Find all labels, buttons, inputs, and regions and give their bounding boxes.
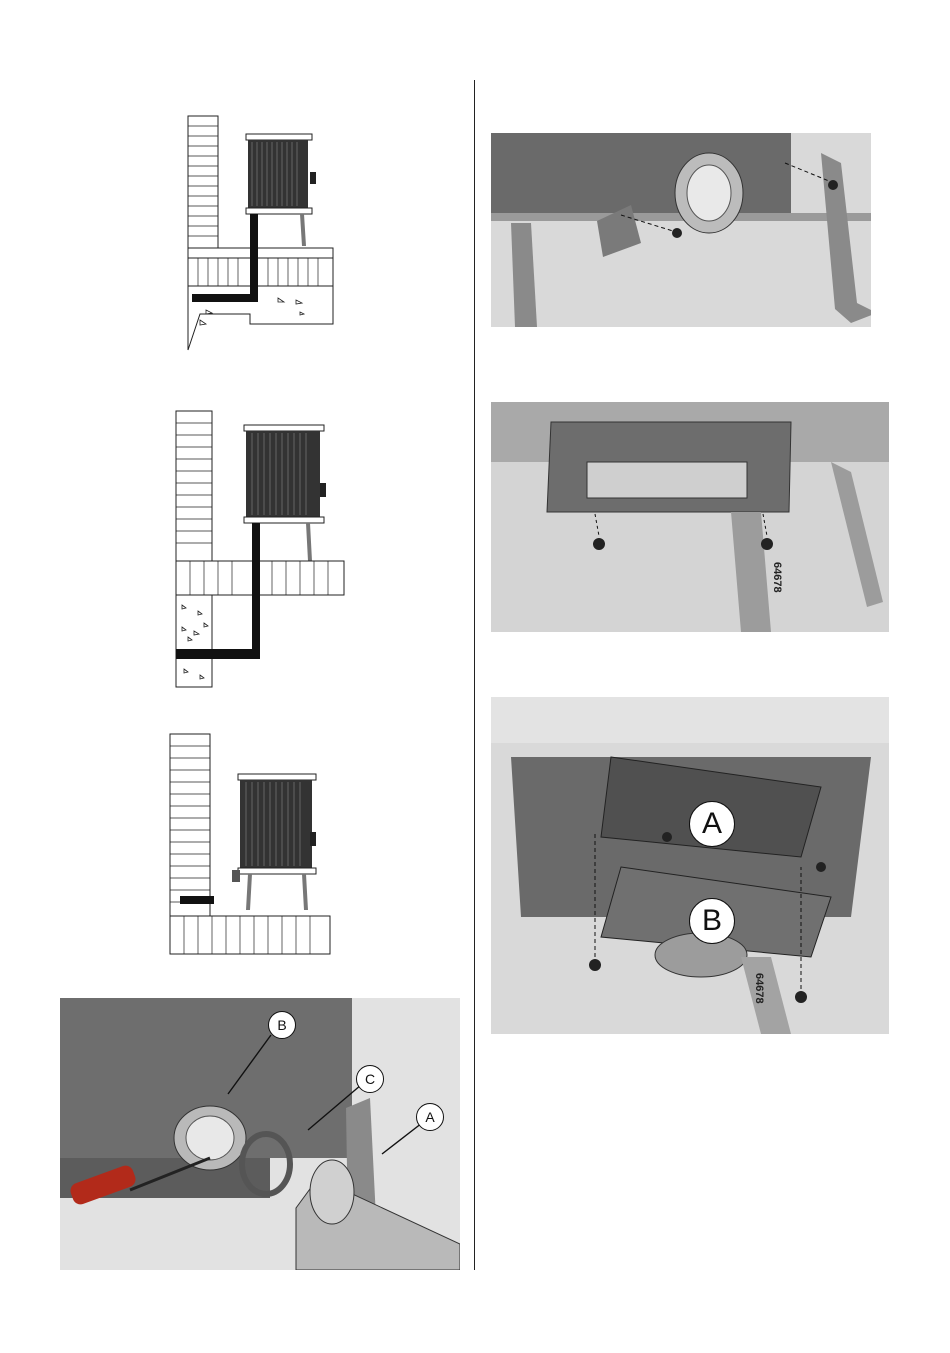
stove-leg (831, 462, 883, 607)
chimney-wall (188, 116, 218, 248)
flue-pipe (180, 896, 214, 904)
stove-drawing (232, 774, 316, 910)
stove-body (491, 133, 791, 213)
bottom-plate-photo (491, 402, 889, 632)
chimney-floor-bend-diagram (160, 110, 360, 360)
callout-a: A (416, 1103, 444, 1131)
leg-label: 64678 (771, 562, 783, 593)
chimney-wall-below-floor-diagram (160, 405, 360, 690)
chimney-wall (176, 411, 212, 561)
stove-leg (731, 512, 771, 632)
stove-leg (741, 957, 791, 1034)
leg-label: 64678 (753, 973, 765, 1004)
column-divider (474, 80, 475, 1270)
floor-section (170, 916, 330, 954)
callout-a: A (689, 801, 735, 847)
stove-leg (511, 223, 537, 327)
pipe-assembly-figure (60, 998, 460, 1270)
chimney-wall (170, 734, 210, 918)
chimney-rear-connection-diagram (160, 728, 345, 960)
callout-b: B (689, 898, 735, 944)
callout-b: B (268, 1011, 296, 1039)
stove-leg (821, 153, 871, 323)
flue-adapter-photo (491, 697, 889, 1034)
rear-bracket-photo (491, 133, 871, 327)
callout-c: C (356, 1065, 384, 1093)
